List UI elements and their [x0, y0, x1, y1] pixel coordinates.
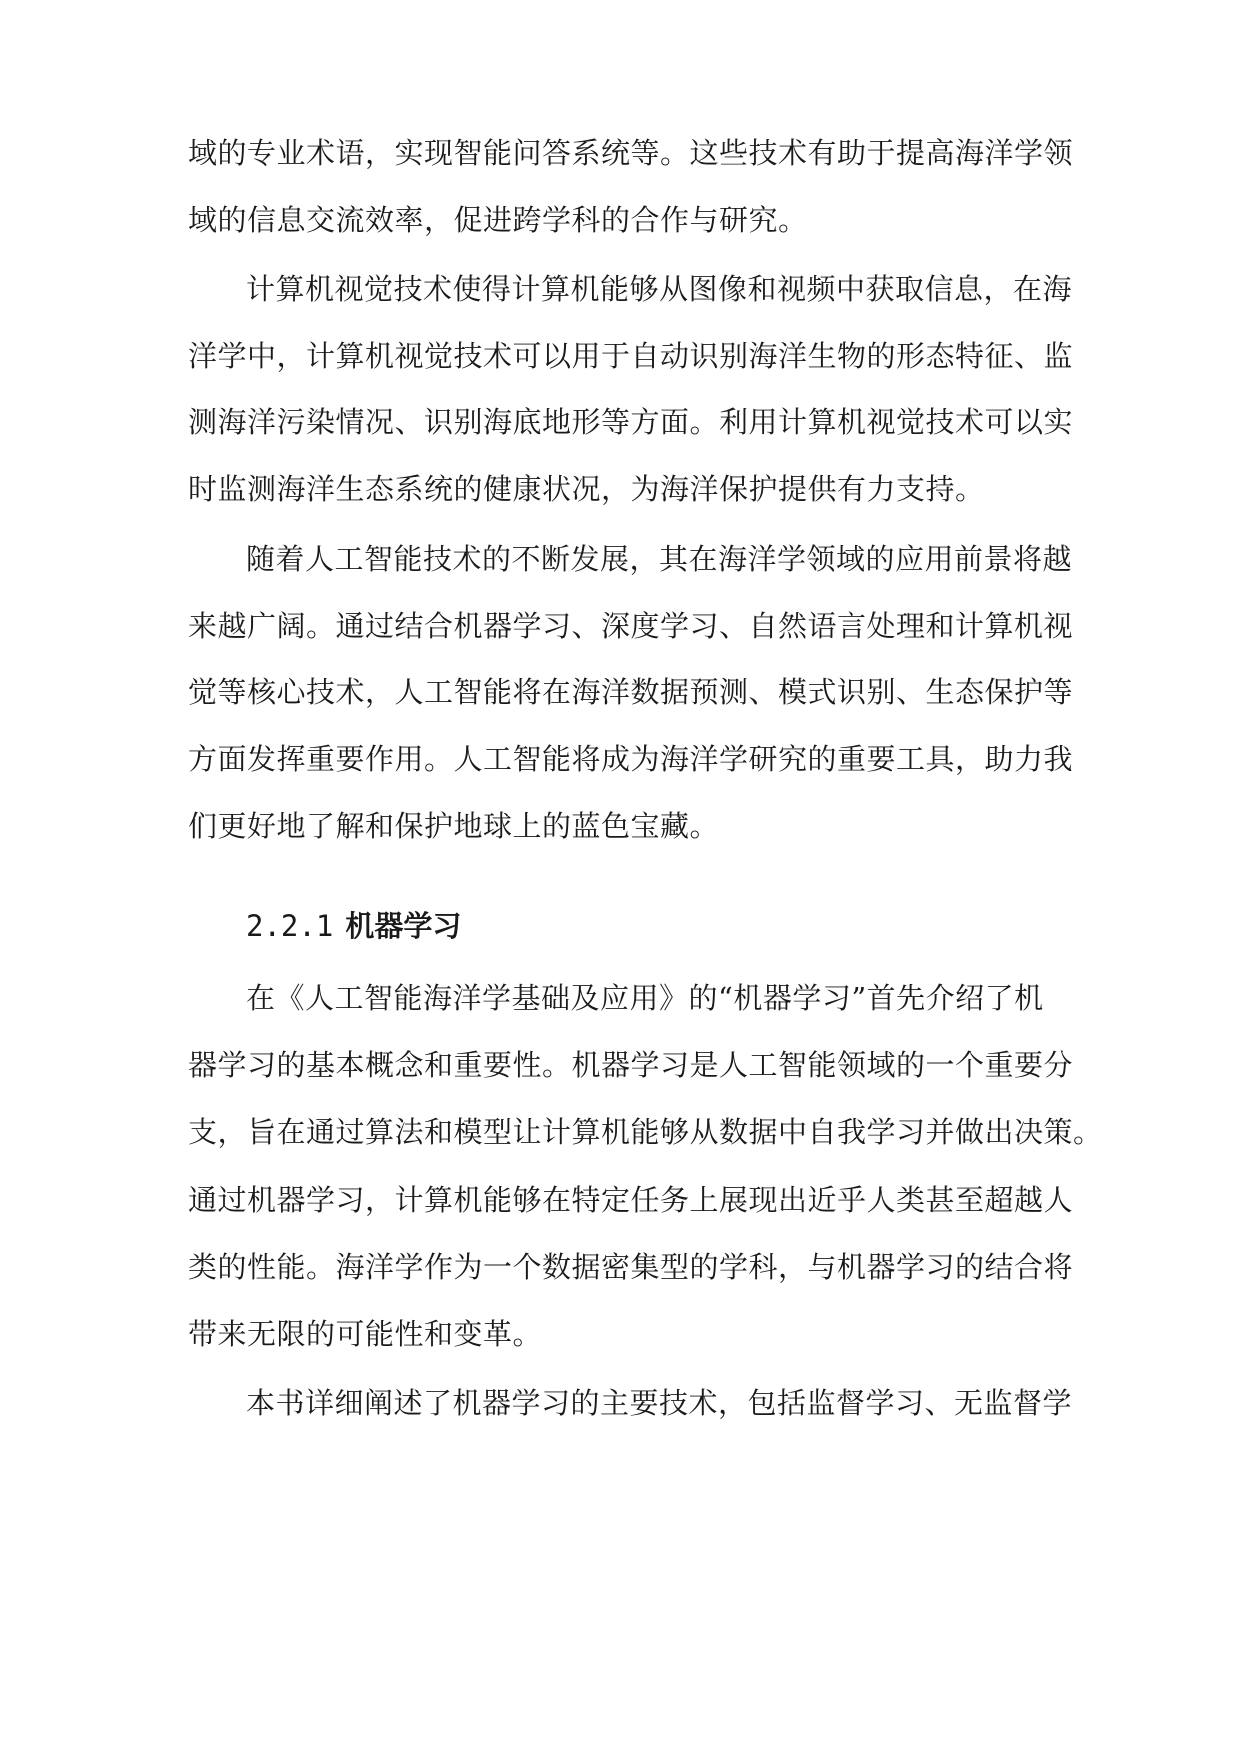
paragraph-3-line-1: 随着人工智能技术的不断发展，其在海洋学领域的应用前景将越: [246, 542, 1073, 576]
paragraph-4-line-4: 通过机器学习，计算机能够在特定任务上展现出近乎人类甚至超越人: [188, 1183, 1074, 1217]
paragraph-1-line-2: 域的信息交流效率，促进跨学科的合作与研究。: [188, 203, 808, 237]
paragraph-2-line-2: 洋学中，计算机视觉技术可以用于自动识别海洋生物的形态特征、监: [188, 339, 1074, 373]
paragraph-4-line-3: 支，旨在通过算法和模型让计算机能够从数据中自我学习并做出决策。: [188, 1115, 1103, 1149]
section-title: 机器学习: [345, 909, 462, 943]
paragraph-5-line-1: 本书详细阐述了机器学习的主要技术，包括监督学习、无监督学: [246, 1386, 1073, 1420]
paragraph-3-line-3: 觉等核心技术，人工智能将在海洋数据预测、模式识别、生态保护等: [188, 675, 1074, 709]
paragraph-3-line-4: 方面发挥重要作用。人工智能将成为海洋学研究的重要工具，助力我: [188, 742, 1074, 776]
paragraph-4-line-1: 在《人工智能海洋学基础及应用》的“机器学习”首先介绍了机: [246, 981, 1044, 1015]
paragraph-1-line-1: 域的专业术语，实现智能问答系统等。这些技术有助于提高海洋学领: [188, 136, 1074, 170]
paragraph-4-line-6: 带来无限的可能性和变革。: [188, 1317, 543, 1351]
paragraph-2-line-4: 时监测海洋生态系统的健康状况，为海洋保护提供有力支持。: [188, 472, 985, 506]
paragraph-4-line-2: 器学习的基本概念和重要性。机器学习是人工智能领域的一个重要分: [188, 1048, 1074, 1082]
paragraph-2-line-3: 测海洋污染情况、识别海底地形等方面。利用计算机视觉技术可以实: [188, 405, 1074, 439]
section-heading: [246, 904, 461, 948]
paragraph-4-line-5: 类的性能。海洋学作为一个数据密集型的学科，与机器学习的结合将: [188, 1250, 1074, 1284]
section-number: 2.2.1: [246, 909, 334, 943]
paragraph-2-line-1: 计算机视觉技术使得计算机能够从图像和视频中获取信息，在海: [246, 272, 1073, 306]
paragraph-3-line-5: 们更好地了解和保护地球上的蓝色宝藏。: [188, 809, 720, 843]
paragraph-3-line-2: 来越广阔。通过结合机器学习、深度学习、自然语言处理和计算机视: [188, 609, 1074, 643]
